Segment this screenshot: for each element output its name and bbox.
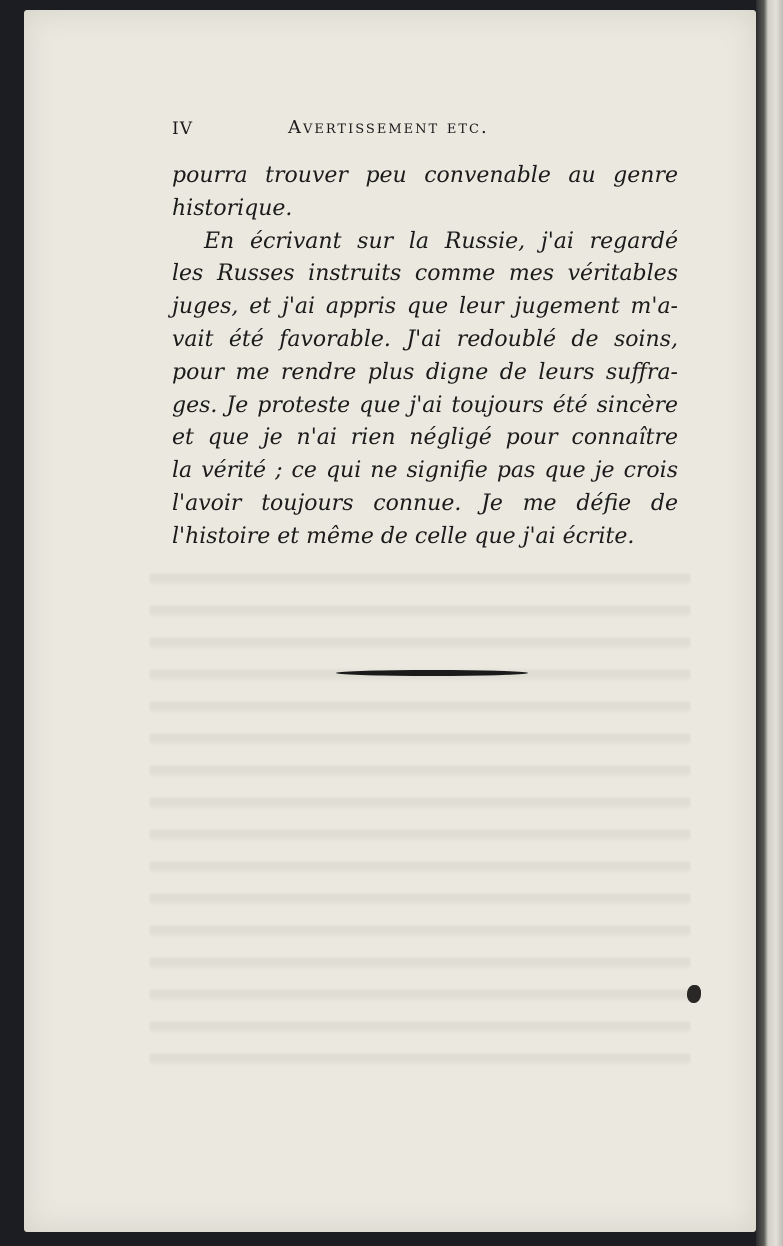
end-rule-divider	[336, 670, 528, 676]
ink-speck	[687, 985, 701, 1003]
text-line: les Russes instruits comme mes véritables	[172, 261, 678, 287]
text-line: pourra trouver peu convenable au genre	[172, 163, 678, 188]
text-line: vait été favorable. J'ai redoublé de soins,	[172, 326, 678, 352]
text-line: historique.	[172, 195, 293, 221]
book-spine	[756, 0, 783, 1246]
running-title: Avertissement etc.	[288, 117, 489, 138]
page-number: IV	[172, 119, 193, 139]
text-line: la vérité ; ce qui ne signifie pas que je crois	[172, 458, 678, 484]
body-text	[172, 160, 678, 554]
text-line: et que je n'ai rien négligé pour connaître	[172, 425, 678, 451]
text-line: En écrivant sur la Russie, j'ai regardé	[204, 228, 678, 254]
text-line: pour me rendre plus digne de leurs suffra-	[172, 359, 678, 385]
text-line: l'avoir toujours connue. Je me défie de	[172, 490, 678, 516]
page-header	[170, 117, 680, 143]
text-line: l'histoire et même de celle que j'ai écrite.	[172, 523, 635, 549]
text-line: juges, et j'ai appris que leur jugement m'a-	[172, 294, 678, 320]
bleed-through-text	[150, 555, 690, 1065]
text-line: ges. Je proteste que j'ai toujours été sincère	[172, 392, 678, 418]
